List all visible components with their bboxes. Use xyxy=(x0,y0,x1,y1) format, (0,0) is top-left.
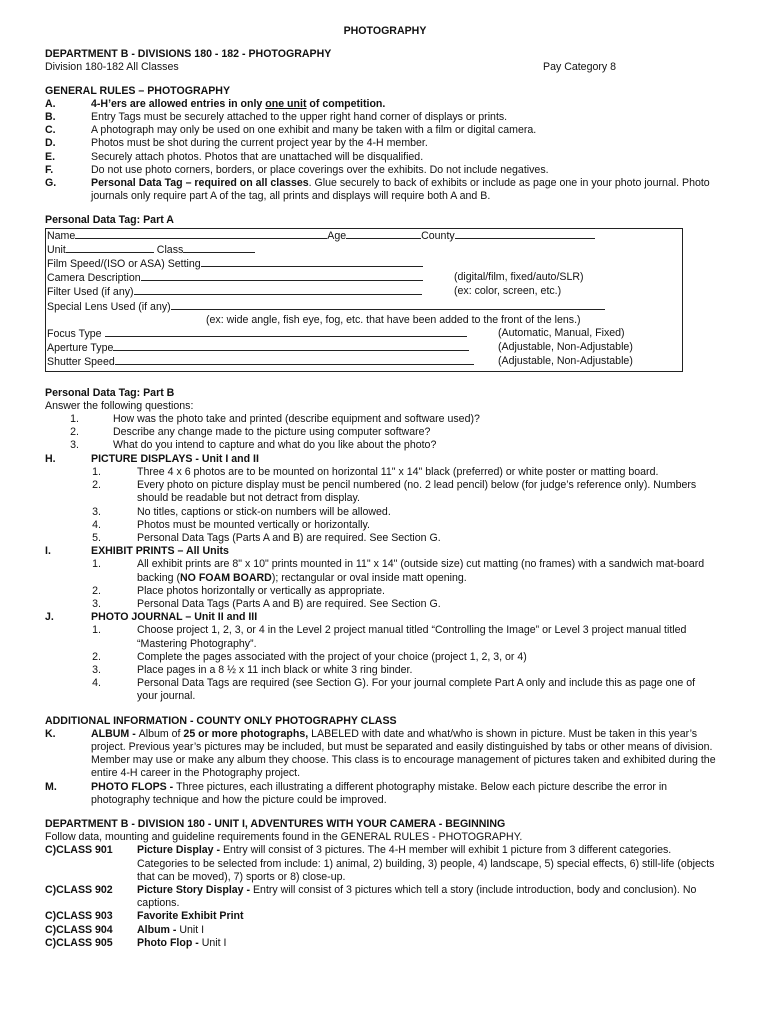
class-bold: Picture Story Display - xyxy=(137,883,253,896)
rule-text: Do not use photo corners, borders, or place coverings over the exhibits. Do not include negatives. xyxy=(91,163,549,176)
rule-letter: A. xyxy=(45,97,56,110)
item-number: 4. xyxy=(92,677,101,690)
section-heading: PICTURE DISPLAYS - Unit I and II xyxy=(91,452,259,465)
shutter-label: Shutter Speed xyxy=(47,356,115,369)
k-text: LABELED with date and what/who is shown in picture. Must be taken in this year’s project. Previous year’s pictures may be included, but must be separated and easily distinguished by tabs or other means of division. Member may use or make any album they choose. This class is to encourage management of pictures taken and exhibited during the entire 4-H career in the Photography project. xyxy=(91,727,716,780)
focus-label: Focus Type xyxy=(47,328,102,341)
special-lens-label: Special Lens Used (if any) xyxy=(47,300,171,313)
camera-row xyxy=(46,271,682,285)
question-text: Describe any change made to the picture using computer software? xyxy=(113,426,431,439)
item-number: 2. xyxy=(92,650,101,663)
rule-letter: B. xyxy=(45,111,56,124)
rule-e xyxy=(45,151,725,164)
rule-letter: F. xyxy=(45,163,54,176)
section-i-item xyxy=(45,585,725,598)
item-number: 1. xyxy=(92,624,101,637)
section-letter: K. xyxy=(45,727,56,740)
item-number: 1. xyxy=(92,465,101,478)
class-bold: Photo Flop - xyxy=(137,936,202,949)
item-number: 3. xyxy=(92,597,101,610)
class-905 xyxy=(45,937,725,950)
class-m xyxy=(45,781,725,807)
item-text: Three 4 x 6 photos are to be mounted on horizontal 11" x 14" black (preferred) or white poster or matting board. xyxy=(137,465,659,478)
item-text: ); rectangular or oval inside matt opening. xyxy=(271,571,467,584)
item-number: 4. xyxy=(92,518,101,531)
film-speed-label: Film Speed/(ISO or ASA) Setting xyxy=(47,258,201,271)
filter-row xyxy=(46,285,682,299)
rule-f xyxy=(45,164,725,177)
rule-letter: E. xyxy=(45,150,56,163)
rule-underline: one unit xyxy=(265,97,307,110)
class-text: Entry will consist of 3 pictures which tell a story (include introduction, body and conclusion). No captions. xyxy=(137,883,697,910)
item-text: Every photo on picture display must be pencil numbered (no. 2 lead pencil) below (for judge’s reference only). Numbers should be readable but not detract from display. xyxy=(137,479,697,505)
class-901 xyxy=(45,844,725,884)
name-label: Name xyxy=(47,229,76,242)
k-text: Album of xyxy=(138,727,184,740)
camera-hint: (digital/film, fixed/auto/SLR) xyxy=(454,271,584,284)
department-header: DEPARTMENT B - DIVISIONS 180 - 182 - PHOTOGRAPHY xyxy=(45,48,332,61)
item-text: Choose project 1, 2, 3, or 4 in the Level 2 project manual titled “Controlling the Image” or Level 3 project manual titled “Mastering Photography”. xyxy=(137,624,687,650)
filter-label: Filter Used (if any) xyxy=(47,286,134,299)
rule-text: A photograph may only be used on one exhibit and many be taken with a film or digital camera. xyxy=(91,124,537,137)
class-902 xyxy=(45,884,725,910)
film-speed-line xyxy=(201,257,423,267)
focus-row xyxy=(46,327,682,341)
question-item xyxy=(45,413,725,426)
section-j-item xyxy=(45,624,725,650)
rule-letter: C. xyxy=(45,124,56,137)
k-bold: ALBUM - xyxy=(91,727,139,740)
lens-hint-row xyxy=(46,314,682,327)
special-lens-line xyxy=(171,300,605,310)
item-number: 2. xyxy=(92,584,101,597)
item-text: Photos must be mounted vertically or horizontally. xyxy=(137,518,370,531)
section-h-item xyxy=(45,479,725,505)
general-rules-heading: GENERAL RULES – PHOTOGRAPHY xyxy=(45,84,231,97)
item-bold: NO FOAM BOARD xyxy=(180,571,272,584)
rule-text: Entry Tags must be securely attached to the upper right hand corner of displays or prints. xyxy=(91,111,508,124)
section-h-item xyxy=(45,519,725,532)
section-h-item xyxy=(45,532,725,545)
county-line xyxy=(455,229,595,239)
class-line xyxy=(183,243,255,253)
additional-heading: ADDITIONAL INFORMATION - COUNTY ONLY PHOTOGRAPHY CLASS xyxy=(45,714,397,727)
item-number: 1. xyxy=(92,558,101,571)
item-text: Complete the pages associated with the project of your choice (project 1, 2, 3, or 4) xyxy=(137,650,527,663)
item-text: All exhibit prints are 8" x 10" prints mounted in 11" x 14" (outside size) cut matting (no frames) with a sandwich mat-board backing ( xyxy=(137,558,705,584)
rule-text: 4-H’ers are allowed entries in only xyxy=(91,97,266,110)
section-letter: M. xyxy=(45,780,57,793)
question-item xyxy=(45,439,725,452)
aperture-line xyxy=(113,341,469,351)
section-j-item xyxy=(45,651,725,664)
section-j-heading xyxy=(45,611,725,624)
rule-text: Securely attach photos. Photos that are unattached will be disqualified. xyxy=(91,150,424,163)
pay-category: Pay Category 8 xyxy=(543,61,617,74)
section-letter: J. xyxy=(45,611,54,624)
rule-letter: D. xyxy=(45,137,56,150)
question-item xyxy=(45,426,725,439)
section-i-heading xyxy=(45,545,725,558)
shutter-row xyxy=(46,355,682,369)
class-bold: Picture Display - xyxy=(137,844,223,857)
section-i-item xyxy=(45,598,725,611)
rule-g xyxy=(45,177,725,203)
class-text: Unit I xyxy=(201,936,227,949)
item-number: 2. xyxy=(92,479,101,492)
class-label: C)CLASS 904 xyxy=(45,923,113,936)
question-text: What do you intend to capture and what do you like about the photo? xyxy=(113,439,437,452)
class-label: Class xyxy=(156,243,184,256)
filter-line xyxy=(134,285,422,295)
rule-text: Photos must be shot during the current project year by the 4-H member. xyxy=(91,137,428,150)
question-number: 2. xyxy=(70,426,79,439)
rule-b xyxy=(45,111,725,124)
camera-label: Camera Description xyxy=(47,272,141,285)
item-text: Place pages in a 8 ½ x 11 inch black or white 3 ring binder. xyxy=(137,663,413,676)
tag-b-heading: Personal Data Tag: Part B xyxy=(45,386,175,399)
rule-text: . Glue securely to back of exhibits or include as page one in your photo journal. Photo journals only require part A of the tag, all prints and displays will require both A and B. xyxy=(91,177,710,203)
class-label: C)CLASS 903 xyxy=(45,910,113,923)
item-text: Personal Data Tags (Parts A and B) are required. See Section G. xyxy=(137,597,441,610)
tag-a-box xyxy=(45,228,683,372)
class-k xyxy=(45,728,725,781)
unit1-heading: DEPARTMENT B - DIVISION 180 - UNIT I, ADVENTURES WITH YOUR CAMERA - BEGINNING xyxy=(45,817,506,830)
section-letter: H. xyxy=(45,452,56,465)
section-h-heading xyxy=(45,453,725,466)
aperture-label: Aperture Type xyxy=(47,342,114,355)
shutter-line xyxy=(115,355,474,365)
class-bold: Favorite Exhibit Print xyxy=(137,910,244,923)
lens-hint: (ex: wide angle, fish eye, fog, etc. that have been added to the front of the lens.) xyxy=(206,313,581,326)
unit-line xyxy=(66,243,154,253)
rule-text: of competition. xyxy=(306,97,386,110)
rule-c xyxy=(45,124,725,137)
focus-line xyxy=(105,327,467,337)
section-letter: I. xyxy=(45,545,51,558)
section-i-item xyxy=(45,558,725,584)
section-h-item xyxy=(45,506,725,519)
special-lens-row xyxy=(46,300,682,314)
question-number: 3. xyxy=(70,439,79,452)
item-number: 3. xyxy=(92,663,101,676)
item-text: Personal Data Tags (Parts A and B) are required. See Section G. xyxy=(137,531,441,544)
age-line xyxy=(346,229,421,239)
class-text: Entry will consist of 3 pictures. The 4-H member will exhibit 1 picture from 3 different categories. Categories to be selected from include: 1) animal, 2) building, 3) people, 4) landscape, 5) special effects, 6) still-life (objects that can be moved), 7) sports or 8) close-up. xyxy=(137,844,715,883)
aperture-hint: (Adjustable, Non-Adjustable) xyxy=(498,341,633,354)
class-label: C)CLASS 902 xyxy=(45,883,113,896)
section-j-item xyxy=(45,664,725,677)
question-text: How was the photo take and printed (describe equipment and software used)? xyxy=(113,413,480,426)
class-label: C)CLASS 901 xyxy=(45,844,113,857)
age-label: Age xyxy=(327,229,347,242)
aperture-row xyxy=(46,341,682,355)
filter-hint: (ex: color, screen, etc.) xyxy=(454,285,562,298)
division-line: Division 180-182 All Classes xyxy=(45,61,179,74)
m-bold: PHOTO FLOPS - xyxy=(91,780,177,793)
division-row xyxy=(45,61,725,74)
item-text: Personal Data Tags are required (see Section G). For your journal complete Part A only and include this as page one of your journal. xyxy=(137,677,696,703)
county-label: County xyxy=(421,229,455,242)
item-text: No titles, captions or stick-on numbers will be allowed. xyxy=(137,505,391,518)
class-904 xyxy=(45,924,725,937)
class-903 xyxy=(45,910,725,923)
name-line xyxy=(75,229,327,239)
unit-label: Unit xyxy=(47,243,66,256)
rule-letter: G. xyxy=(45,177,57,190)
k-bold: 25 or more photographs, xyxy=(183,727,309,740)
tag-a-heading: Personal Data Tag: Part A xyxy=(45,214,174,227)
unit1-intro: Follow data, mounting and guideline requirements found in the GENERAL RULES - PHOTOGRAPHY. xyxy=(45,831,523,844)
item-text: Place photos horizontally or vertically as appropriate. xyxy=(137,584,385,597)
section-j-item xyxy=(45,677,725,703)
question-number: 1. xyxy=(70,413,79,426)
class-label: C)CLASS 905 xyxy=(45,936,113,949)
rule-bold: Personal Data Tag – required on all classes xyxy=(91,177,309,190)
film-speed-row xyxy=(46,257,682,271)
m-text: Three pictures, each illustrating a different photography mistake. Below each picture describe the error in photography technique and how the picture could be improved. xyxy=(91,780,668,806)
section-heading: EXHIBIT PRINTS – All Units xyxy=(91,545,229,558)
page-title: PHOTOGRAPHY xyxy=(343,25,427,37)
unit-row xyxy=(46,243,682,257)
rule-a xyxy=(45,98,725,111)
class-text: Unit I xyxy=(179,923,205,936)
class-bold: Album - xyxy=(137,923,180,936)
camera-line xyxy=(141,271,423,281)
document-page xyxy=(45,25,725,950)
section-h-item xyxy=(45,466,725,479)
section-heading: PHOTO JOURNAL – Unit II and III xyxy=(91,611,258,624)
item-number: 5. xyxy=(92,531,101,544)
focus-hint: (Automatic, Manual, Fixed) xyxy=(498,327,625,340)
shutter-hint: (Adjustable, Non-Adjustable) xyxy=(498,355,633,368)
rule-d xyxy=(45,137,725,150)
item-number: 3. xyxy=(92,505,101,518)
tag-b-intro: Answer the following questions: xyxy=(45,399,194,412)
name-row xyxy=(46,229,682,243)
